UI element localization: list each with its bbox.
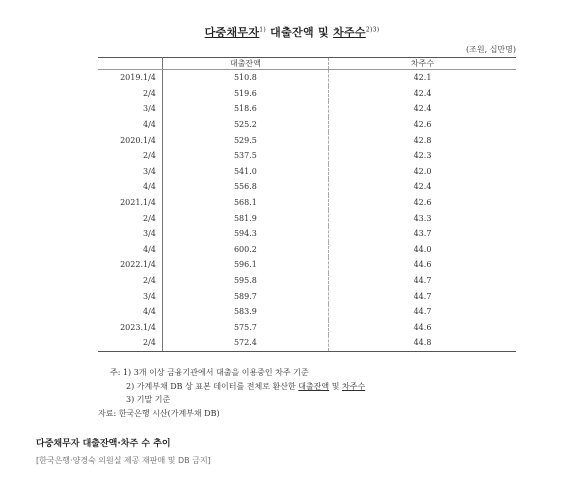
row-balance: 575.7 [162,320,328,336]
footnote-2-highlight-balance: 대출잔액 [298,381,330,391]
table-row [98,164,516,180]
footnotes [98,366,366,420]
row-borrowers: 44.7 [413,276,432,286]
row-period: 3/4 [98,101,162,117]
table-row [98,179,516,195]
row-borrowers: 42.1 [413,73,432,83]
footnote-3: 3) 기말 기준 [126,395,171,404]
row-period: 2/4 [98,148,162,164]
row-balance: 541.0 [162,164,328,180]
row-borrowers: 43.7 [413,229,432,239]
row-period: 4/4 [98,304,162,320]
table-row [98,257,516,273]
row-period: 2/4 [98,335,162,351]
row-balance: 556.8 [162,179,328,195]
row-balance: 589.7 [162,288,328,304]
row-period: 3/4 [98,226,162,242]
source-note: 자료: 한국은행 시산(가계부채 DB) [98,408,220,418]
row-period: 2/4 [98,273,162,289]
row-borrowers: 42.0 [413,166,432,176]
row-balance: 595.8 [162,273,328,289]
header-balance: 대출잔액 [162,58,328,70]
table-row [98,70,516,86]
title-footnote-2: 2)3) [365,26,380,34]
row-balance: 537.5 [162,148,328,164]
row-borrowers: 44.8 [329,335,517,351]
image-caption: 다중채무자 대출잔액·차주 수 추이 [36,439,171,449]
table-row [98,86,516,102]
row-balance: 596.1 [162,257,328,273]
footnote-2-highlight-borrowers: 차주수 [341,381,366,391]
table-row [98,304,516,320]
title-footnote-1: 1) [259,26,267,34]
row-borrowers: 43.3 [413,213,432,223]
row-period: 2/4 [98,210,162,226]
row-period: 2022.1/4 [98,257,162,273]
row-borrowers: 42.6 [413,198,432,208]
row-period: 2/4 [98,86,162,102]
row-period: 4/4 [98,117,162,133]
table-row [98,210,516,226]
row-balance: 572.4 [162,335,328,351]
data-table [98,57,516,352]
row-balance: 600.2 [162,242,328,258]
table-row [98,320,516,336]
table-row [98,195,516,211]
row-borrowers: 44.7 [413,307,432,317]
row-borrowers: 44.0 [413,244,432,254]
row-balance: 583.9 [162,304,328,320]
unit-label: (조원, 십만명) [466,45,516,54]
row-period: 4/4 [98,179,162,195]
row-borrowers: 42.4 [413,104,432,114]
row-borrowers: 44.6 [413,260,432,270]
title-suffix: 차주수 [333,26,366,39]
table-row [98,288,516,304]
table-row [98,335,516,351]
row-period: 3/4 [98,164,162,180]
row-balance: 594.3 [162,226,328,242]
row-period: 4/4 [98,242,162,258]
table-row [98,226,516,242]
header-borrowers: 차주수 [329,58,517,70]
row-borrowers: 44.7 [413,291,432,301]
footnote-2 [110,380,365,394]
row-balance: 510.8 [162,70,328,86]
row-balance: 581.9 [162,210,328,226]
footnote-2-conj: 및 [329,381,342,391]
row-period: 2021.1/4 [98,195,162,211]
row-balance: 519.6 [162,86,328,102]
row-borrowers: 42.4 [413,182,432,192]
row-period: 3/4 [98,288,162,304]
title-prefix: 다중채무자 [204,26,260,39]
table-row [98,242,516,258]
row-period: 2023.1/4 [98,320,162,336]
row-borrowers: 42.3 [413,151,432,161]
row-borrowers: 42.8 [413,135,432,145]
table-row [98,117,516,133]
row-balance: 525.2 [162,117,328,133]
table-row [98,273,516,289]
footnote-2-text: 2) 가계부채 DB 상 표본 데이터를 전체로 환산한 [126,381,299,391]
row-borrowers: 44.6 [413,322,432,332]
row-balance: 529.5 [162,132,328,148]
table-row [98,148,516,164]
image-credit: [한국은행·양경숙 의원실 제공 재판매 및 DB 금지] [36,456,211,465]
table-row [98,101,516,117]
row-period: 2020.1/4 [98,132,162,148]
row-balance: 568.1 [162,195,328,211]
row-borrowers: 42.4 [413,88,432,98]
row-balance: 518.6 [162,101,328,117]
title-middle: 대출잔액 및 [266,26,334,39]
header-period [98,58,162,70]
table-header-row [98,58,516,70]
footnote-1: 주: 1) 3개 이상 금융기관에서 대출을 이용중인 차주 기준 [110,368,309,377]
table-title [0,24,584,40]
row-period: 2019.1/4 [98,70,162,86]
table-row [98,132,516,148]
row-borrowers: 42.6 [413,120,432,130]
